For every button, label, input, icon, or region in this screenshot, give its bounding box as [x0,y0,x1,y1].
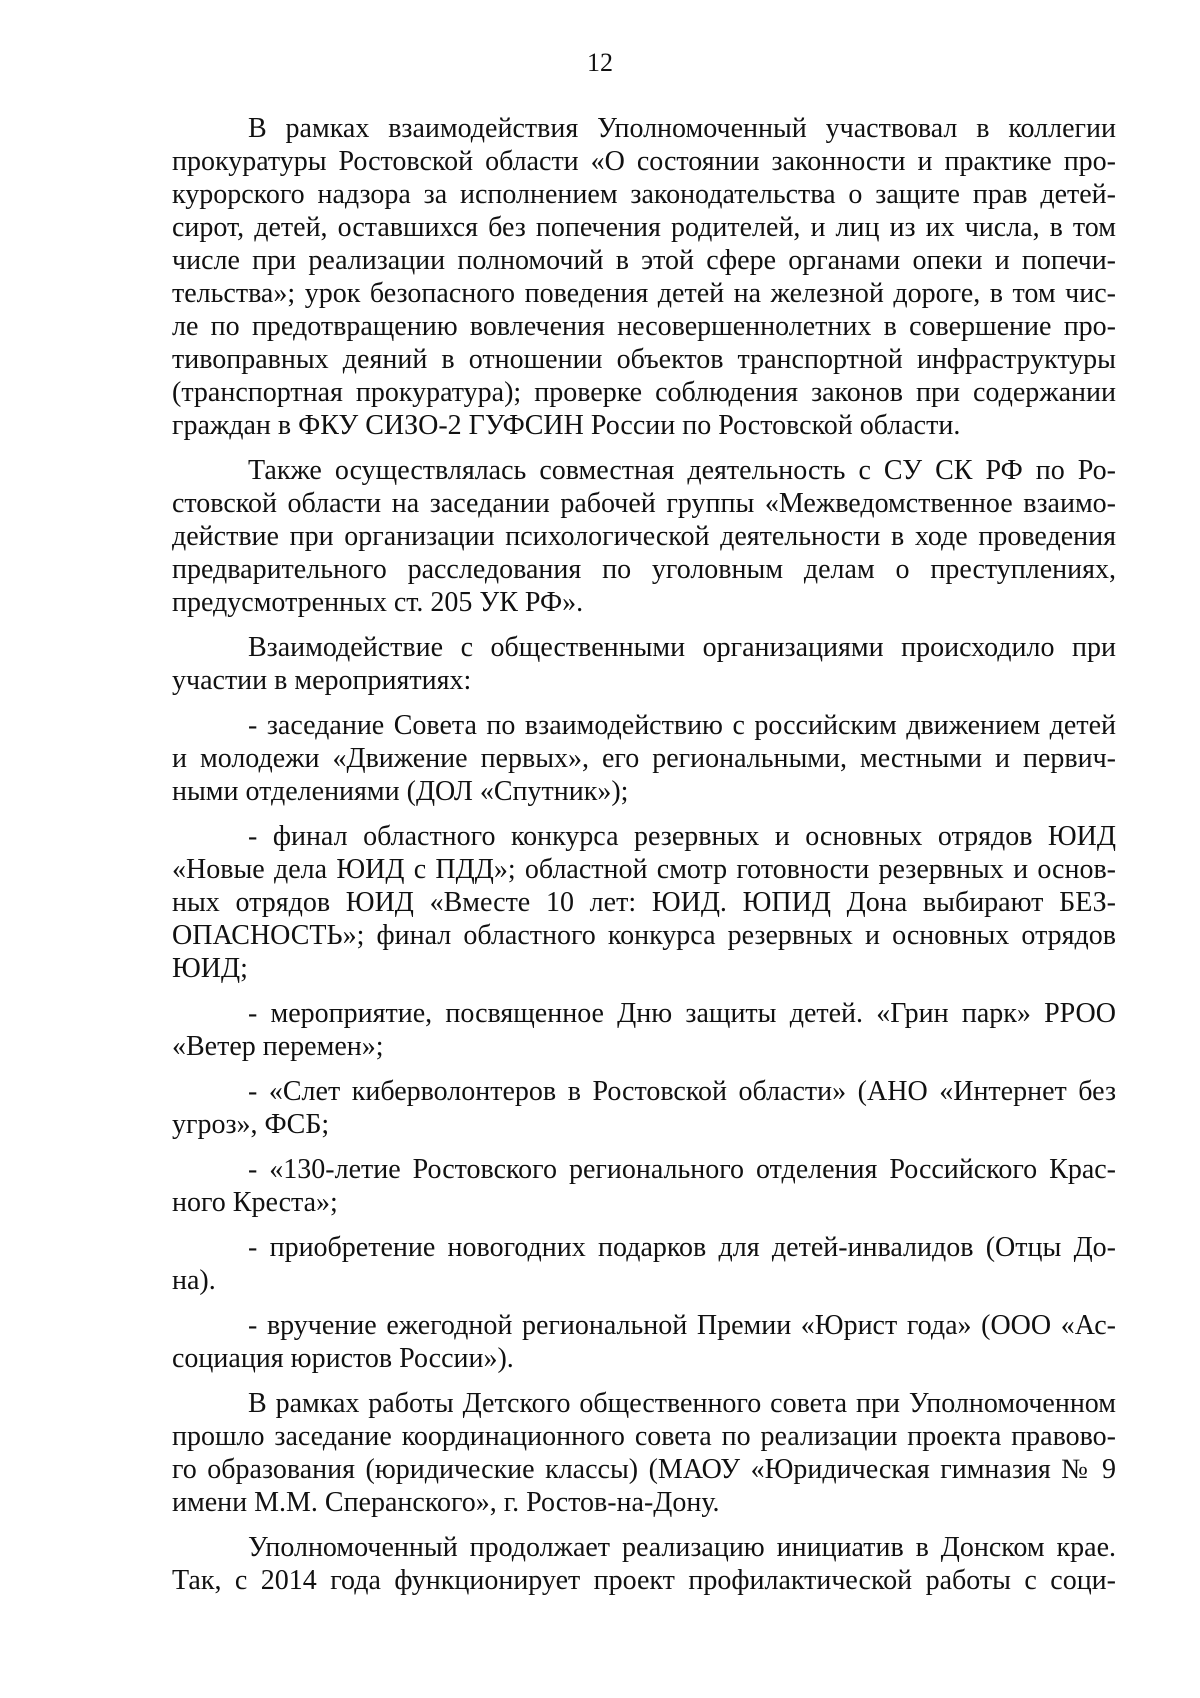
paragraph-line: - мероприятие, посвященное Дню защиты детей. «Грин парк» РРОО [248,998,1116,1029]
paragraph-line: - заседание Совета по взаимодействию с российским движением детей [248,710,1116,741]
paragraph-line: - финал областного конкурса резервных и основных отрядов ЮИД [248,821,1116,852]
document-body [172,112,1116,1597]
paragraph-line: ных отрядов ЮИД «Вместе 10 лет: ЮИД. ЮПИД Дона выбирают БЕЗ- [172,887,1116,918]
paragraph-line: ОПАСНОСТЬ»; финал областного конкурса резервных и основных отрядов [172,920,1116,951]
paragraph-line: В рамках работы Детского общественного совета при Уполномоченном [248,1388,1116,1419]
paragraph [172,1531,1116,1597]
paragraph [172,1387,1116,1519]
paragraph-line: - вручение ежегодной региональной Премии «Юрист года» (ООО «Ас- [248,1310,1116,1341]
paragraph-line: стовской области на заседании рабочей группы «Межведомственное взаимо- [172,488,1116,519]
paragraph-line: - «Слет киберволонтеров в Ростовской области» (АНО «Интернет без [248,1076,1116,1107]
paragraph-line: и молодежи «Движение первых», его региональными, местными и первич- [172,743,1116,774]
list-item [172,997,1116,1063]
paragraph-line: (транспортная прокуратура); проверке соблюдения законов при содержании [172,377,1116,408]
paragraph-line: социация юристов России»). [172,1343,514,1374]
paragraph-line: ного Креста»; [172,1187,338,1218]
paragraph [172,112,1116,442]
paragraph-line: действие при организации психологической деятельности в ходе проведения [172,521,1116,552]
paragraph-line: угроз», ФСБ; [172,1109,330,1140]
list-item [172,1231,1116,1297]
list-item [172,1309,1116,1375]
paragraph-line: на). [172,1265,216,1296]
paragraph-line: участии в мероприятиях: [172,665,472,696]
paragraph-line: Уполномоченный продолжает реализацию инициатив в Донском крае. [248,1532,1116,1563]
paragraph-line: тивоправных деяний в отношении объектов транспортной инфраструктуры [172,344,1116,375]
paragraph-line: «Новые дела ЮИД с ПДД»; областной смотр готовности резервных и основ- [172,854,1116,885]
paragraph-line: ными отделениями (ДОЛ «Спутник»); [172,776,629,807]
list-item [172,709,1116,808]
list-item [172,820,1116,985]
paragraph-line: числе при реализации полномочий в этой сфере органами опеки и попечи- [172,245,1116,276]
page-number: 12 [587,48,613,77]
paragraph-line: граждан в ФКУ СИЗО-2 ГУФСИН России по Ростовской области. [172,410,961,441]
paragraph-line: Также осуществлялась совместная деятельность с СУ СК РФ по Ро- [248,455,1116,486]
list-item [172,1075,1116,1141]
paragraph-line: В рамках взаимодействия Уполномоченный участвовал в коллегии [248,113,1116,144]
paragraph-line: прокуратуры Ростовской области «О состоянии законности и практике про- [172,146,1116,177]
list-item [172,1153,1116,1219]
paragraph-line: го образования (юридические классы) (МАОУ «Юридическая гимназия № 9 [172,1454,1116,1485]
paragraph-line: предварительного расследования по уголовным делам о преступлениях, [172,554,1116,585]
paragraph-line: Так, с 2014 года функционирует проект профилактической работы с соци- [172,1565,1116,1596]
paragraph [172,631,1116,697]
paragraph-line: предусмотренных ст. 205 УК РФ». [172,587,584,618]
paragraph-line: «Ветер перемен»; [172,1031,384,1062]
paragraph-line: Взаимодействие с общественными организациями происходило при [248,632,1116,663]
paragraph-line: сирот, детей, оставшихся без попечения родителей, и лиц из их числа, в том [172,212,1116,243]
paragraph-line: - «130-летие Ростовского регионального отделения Российского Крас- [248,1154,1116,1185]
paragraph-line: ле по предотвращению вовлечения несовершеннолетних в совершение про- [172,311,1116,342]
paragraph-line: прошло заседание координационного совета по реализации проекта правово- [172,1421,1116,1452]
paragraph-line: имени М.М. Сперанского», г. Ростов-на-Дону. [172,1487,720,1518]
paragraph-line: тельства»; урок безопасного поведения детей на железной дороге, в том чис- [172,278,1116,309]
paragraph-line: ЮИД; [172,953,248,984]
paragraph-line: курорского надзора за исполнением законодательства о защите прав детей- [172,179,1116,210]
paragraph-line: - приобретение новогодних подарков для детей-инвалидов (Отцы До- [248,1232,1116,1263]
paragraph [172,454,1116,619]
